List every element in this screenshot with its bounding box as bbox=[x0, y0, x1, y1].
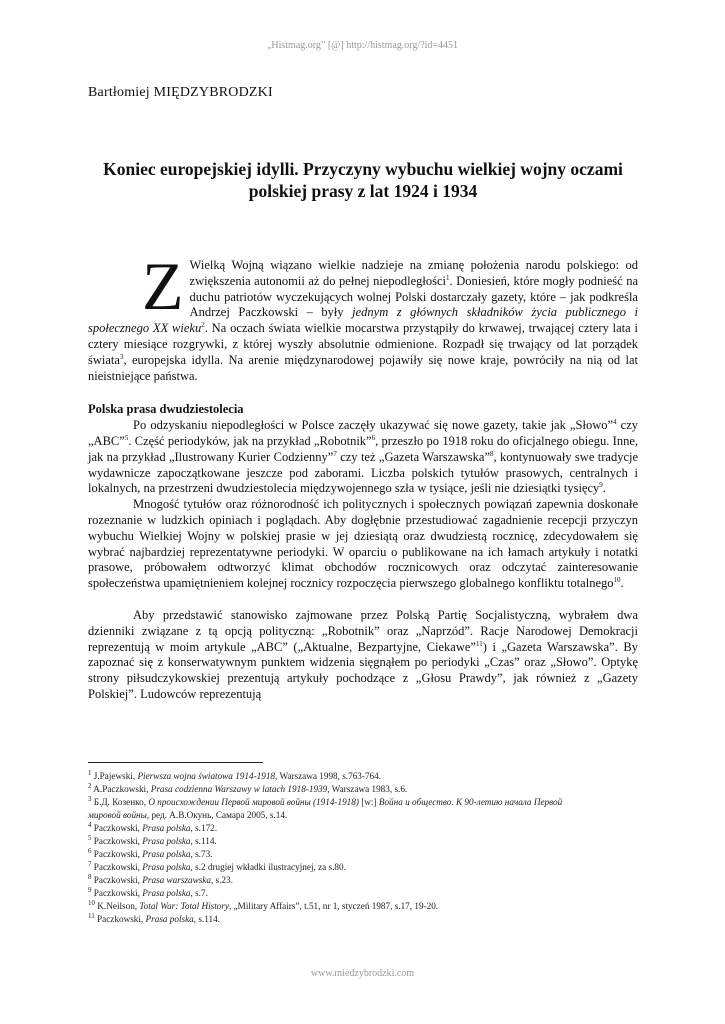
p1-text-6: , kontynuowały swe tradycje wydawnicze zapoczątkowane jeszcze pod zaborami. Liczba polskich tytułów prasowych, centralnych i lokalnych, na przestrzeni dwudziestolecia międzywojennego szła w tysiące, jeśli nie dziesiątki tysięcy bbox=[88, 449, 639, 496]
intro-text-3: . Na oczach świata wielkie mocarstwa przystąpiły do krwawej, trwającej cztery lata i cztery miesiące rozgrywki, z której wyszły absolutnie odmienione. Rozpadł się trwający od lat porządek świata bbox=[88, 321, 639, 367]
footnote-ref-11[interactable]: 11 bbox=[475, 639, 483, 648]
footnote-ref-5[interactable]: 5 bbox=[124, 433, 129, 442]
footnotes-list bbox=[88, 770, 648, 926]
article-body bbox=[88, 248, 639, 703]
footnote-6: $^6$ Paczkowski, Prasa polska, s.73. bbox=[88, 846, 213, 859]
intro-paragraph bbox=[88, 248, 639, 384]
footnote-3-continued: мировой войны, ред. А.В.Окунь, Самара 2005, s.14. bbox=[88, 810, 288, 820]
footnote-ref-7[interactable]: 7 bbox=[333, 449, 337, 458]
footnote-11: $^{11}$ Paczkowski, Prasa polska, s.114. bbox=[88, 911, 220, 924]
footnote-ref-1[interactable]: 1 bbox=[446, 273, 450, 282]
drop-cap: Z bbox=[142, 248, 184, 324]
footnote-9: $^9$ Paczkowski, Prasa polska, s.7. bbox=[88, 885, 208, 898]
paragraph-3 bbox=[88, 608, 638, 703]
intro-text-4: , europejska idylla. Na arenie międzynarodowej pojawiły się nowe kraje, powróciły na nią od lat nieistniejące państwa. bbox=[88, 352, 638, 383]
p3-text-2: ) i „Gazeta Warszawska”. By zapoznać się z konserwatywnym punktem widzenia sięgnąłem po periodyki „Czas” oraz „Słowo”. Optykę strony piłsudczykowskiej prezentują artykuły pochodzące z „Głosu Prawdy”, jak również z „Gazety Polskiej”. Ludowców reprezentują bbox=[88, 639, 638, 701]
footnote-ref-6[interactable]: 6 bbox=[371, 433, 376, 442]
footnote-3: $^3$ Б.Д. Козенко, О происхождении Первой мировой войны (1914-1918) [w:] Война и общество. К 90-летию начала Первой bbox=[88, 794, 563, 807]
paragraph-2 bbox=[88, 497, 638, 592]
footnote-ref-9[interactable]: 9 bbox=[599, 481, 603, 490]
p3-text-1: Aby przedstawić stanowisko zajmowane przez Polską Partię Socjalistyczną, wybrałem dwa dzienniki związane z tą opcją polityczną: „Robotnik” oraz „Naprzód”. Racje Narodowej Demokracji reprezentują w moim artykule „ABC” („Aktualne, Bezpartyjne, Ciekawe” bbox=[88, 607, 638, 654]
intro-text-1: Wielką Wojną wiązano wielkie nadzieje na zmianę położenia narodu polskiego: od zwiększenia autonomii aż do pełnej niepodległości bbox=[189, 258, 638, 288]
footnote-7: $^7$ Paczkowski, Prasa polska, s.2 drugiej wkładki ilustracyjnej, za s.80. bbox=[88, 859, 346, 872]
footnote-ref-3[interactable]: 3 bbox=[119, 352, 124, 361]
p1-text-4: , przeszło po 1918 roku do oficjalnego obiegu. Inne, jak na przykład „Ilustrowany Kurier Codzienny” bbox=[88, 433, 638, 464]
p1-text-5: czy też „Gazeta Warszawska” bbox=[336, 449, 491, 464]
footnote-divider bbox=[88, 762, 263, 763]
article-title: Koniec europejskiej idylli. Przyczyny wybuchu wielkiej wojny oczami polskiej prasy z lat 1924 i 1934 bbox=[103, 159, 623, 201]
footnote-1: $^1$ J.Pajewski, Pierwsza wojna światowa 1914-1918, Warszawa 1998, s.763-764. bbox=[88, 768, 382, 781]
footnote-4: $^4$ Paczkowski, Prasa polska, s.172. bbox=[88, 820, 218, 833]
p1-text-1: Po odzyskaniu niepodległości w Polsce zaczęły ukazywać się nowe gazety, takie jak „Słowo” bbox=[133, 418, 614, 433]
p1-text-2: czy „ABC” bbox=[88, 418, 638, 448]
footnote-2: $^2$ A.Paczkowski, Prasa codzienna Warszawy w latach 1918-1939, Warszawa 1983, s.6. bbox=[88, 781, 408, 794]
footnote-ref-8[interactable]: 8 bbox=[490, 449, 494, 458]
footnote-ref-4[interactable]: 4 bbox=[613, 418, 617, 427]
intro-quote: jednym z głównych składników życia publicznego i społecznego XX wieku bbox=[88, 305, 638, 336]
section-heading: Polska prasa dwudziestolecia bbox=[88, 402, 244, 417]
page-header-source: „Histmag.org” [@] http://histmag.org/?id=4451 bbox=[266, 40, 459, 51]
author-name: Bartłomiej MIĘDZYBRODZKI bbox=[88, 85, 273, 100]
page-footer-site[interactable]: www.miedzybrodzki.com bbox=[310, 968, 415, 979]
p2-text-1: Mnogość tytułów oraz różnorodność ich politycznych i społecznych powiązań zapewnia doskonałe rozeznanie w ludzkich opiniach i poglądach. Aby dogłębnie przestudiować zagadnienie recepcji przyczyn wybuchu Wielkiej Wojny w polskiej prasie w jej dziesiątą oraz dwudziestą rocznicę, zdecydowałem się wybrać najbardziej reprezentatywne periodyki. W oparciu o publikowane na ich łamach artykuły i notatki prasowe, próbowałem odtworzyć klimat obchodów rocznicowych oraz odczytać zainteresowanie społeczeństwa upamiętnieniem kolejnej rocznicy rozpoczęcia pierwszego globalnego konfliktu totalnego bbox=[88, 497, 638, 591]
paragraph-gap bbox=[88, 592, 638, 608]
footnote-ref-2[interactable]: 2 bbox=[201, 321, 205, 330]
p1-text-7: . bbox=[602, 481, 606, 496]
p2-text-2: . bbox=[620, 576, 624, 591]
footnote-10: $^{10}$ K.Neilson, Total War: Total History, „Military Affairs”, t.51, nr 1, styczeń 1987, s.17, 19-20. bbox=[88, 898, 439, 911]
footnote-5: $^5$ Paczkowski, Prasa polska, s.114. bbox=[88, 833, 217, 846]
intro-text-2: . Doniesień, które mogły podnieść na duchu patriotów wyczekujących wolnej Polski dostarczały gazety, które – jak podkreśla Andrzej Paczkowski – były bbox=[189, 273, 638, 320]
p1-text-3: . Część periodyków, jak na przykład „Robotnik” bbox=[128, 433, 372, 448]
paragraph-1 bbox=[88, 418, 638, 497]
footnote-ref-10[interactable]: 10 bbox=[613, 575, 621, 584]
footnote-8: $^8$ Paczkowski, Prasa warszawska, s.23. bbox=[88, 872, 233, 885]
